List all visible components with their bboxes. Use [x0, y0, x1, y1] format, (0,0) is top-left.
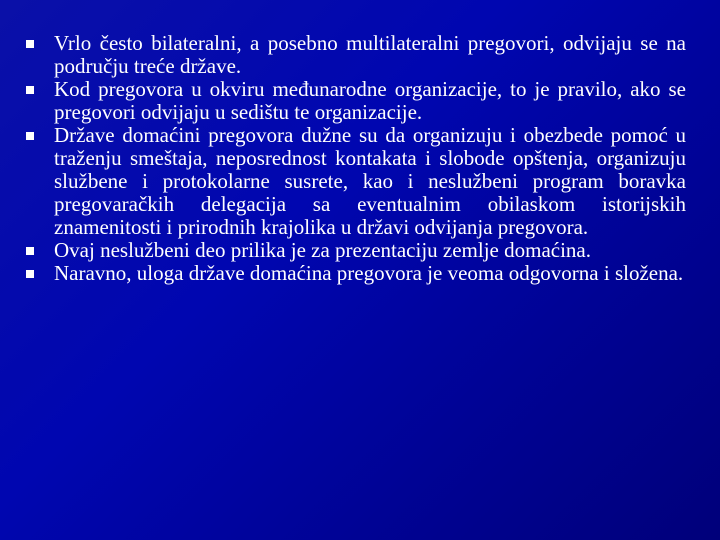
list-item: [26, 262, 686, 285]
square-bullet-icon: [26, 247, 34, 255]
list-item: [26, 124, 686, 239]
bullet-list: [26, 32, 686, 285]
bullet-text: Naravno, uloga države domaćina pregovora je veoma odgovorna i složena.: [54, 261, 684, 285]
square-bullet-icon: [26, 40, 34, 48]
list-item: [26, 78, 686, 124]
list-item: [26, 32, 686, 78]
bullet-text: Vrlo često bilateralni, a posebno multilateralni pregovori, odvijaju se na području treće države.: [54, 31, 686, 78]
bullet-text: Države domaćini pregovora dužne su da organizuju i obezbede pomoć u traženju smeštaja, neposrednost kontakata i slobode opštenja, organizuju službene i protokolarne susrete, kao i neslužbeni program boravka pregovaračkih delegacija sa eventualnim obilaskom istorijskih znamenitosti i prirodnih krajolika u državi odvijanja pregovora.: [54, 123, 686, 239]
square-bullet-icon: [26, 132, 34, 140]
square-bullet-icon: [26, 270, 34, 278]
bullet-text: Ovaj neslužbeni deo prilika je za prezentaciju zemlje domaćina.: [54, 238, 592, 262]
list-item: [26, 239, 686, 262]
square-bullet-icon: [26, 86, 34, 94]
bullet-text: Kod pregovora u okviru međunarodne organizacije, to je pravilo, ako se pregovori odvijaju u sedištu te organizacije.: [54, 77, 686, 124]
